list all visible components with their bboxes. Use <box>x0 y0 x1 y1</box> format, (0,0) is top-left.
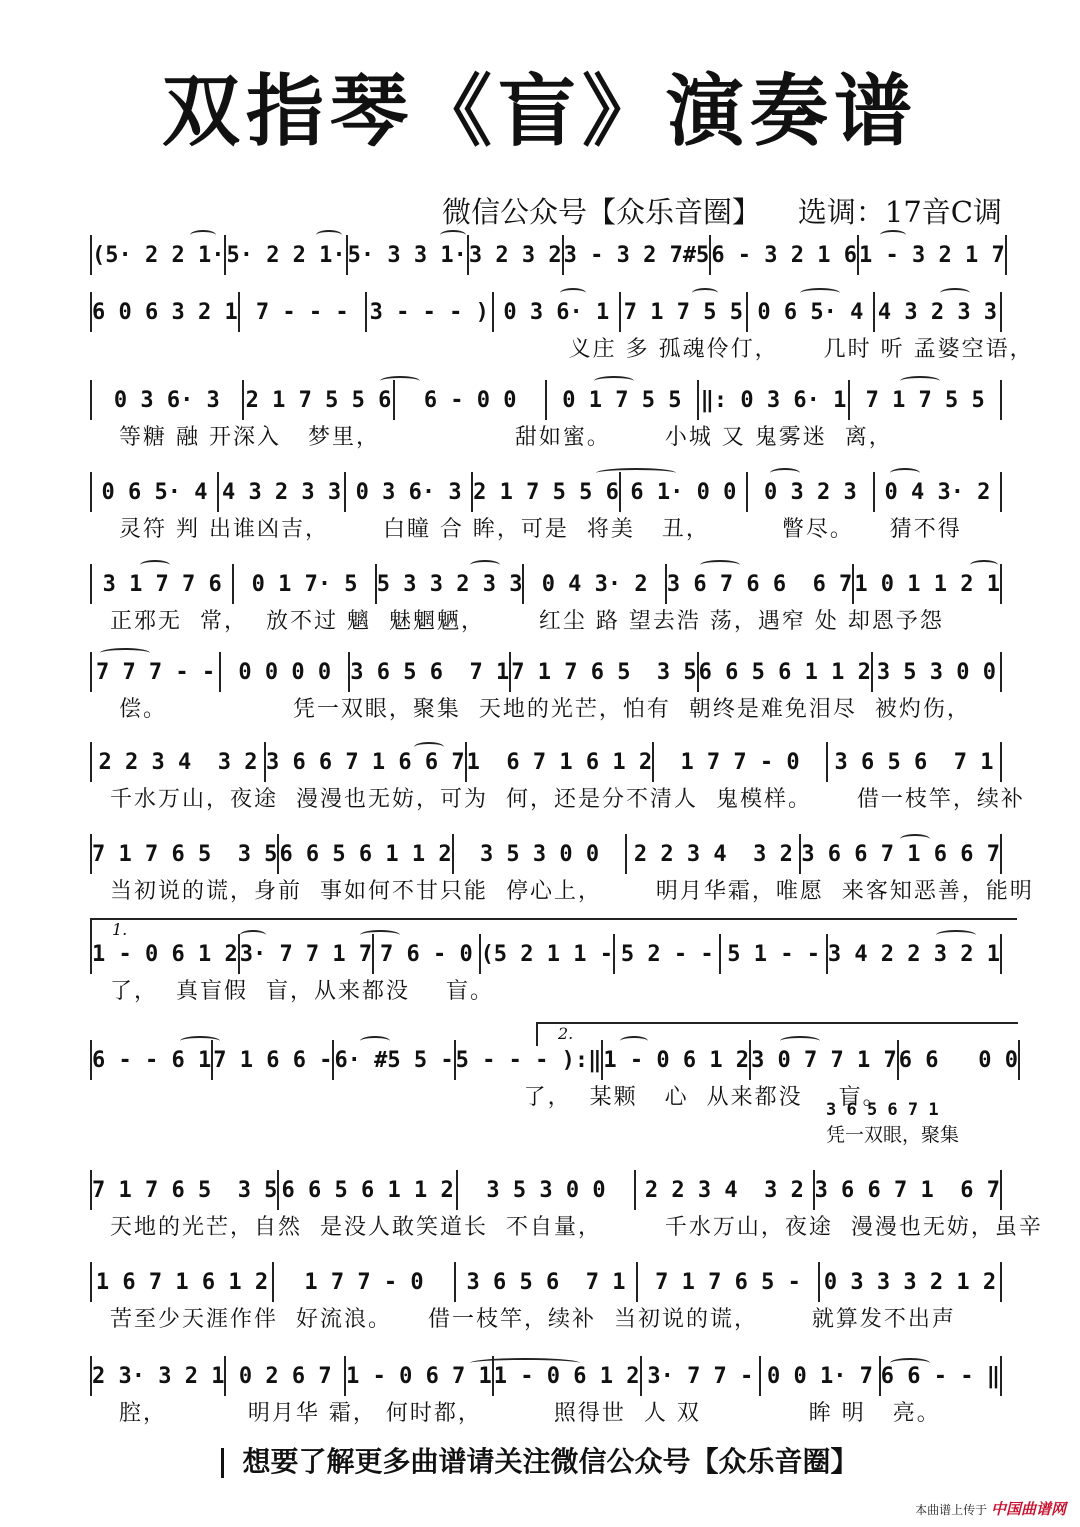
score-system <box>90 472 1002 548</box>
measure: 0 3 3 3 2 1 2 <box>820 1262 1002 1302</box>
volta-bracket: 1. <box>90 918 1017 942</box>
lyric-line: 灵符 判 出谁凶吉， 白瞳 合 眸，可是 将美 丑， 瞥尽。 猜不得 <box>110 517 962 542</box>
measure: 1 6 7 1 6 1 2 <box>467 742 654 782</box>
notes-row <box>90 1170 1002 1210</box>
lyric-line: 当初说的谎，身前 事如何不甘只能 停心上， 明月华霜，唯愿 来客知恶善，能明 <box>110 879 1034 904</box>
measure: 1 7 7 - 0 <box>274 1262 456 1302</box>
measure: 6· #5 5 - <box>334 1040 455 1080</box>
measure: (5· 2 2 1· <box>92 235 226 275</box>
measure: 1 6 7 1 6 1 2 <box>92 1262 274 1302</box>
slur-mark <box>800 288 840 298</box>
alternate-notes: 3 6 5 6 7 1 <box>826 1100 939 1120</box>
measure: 6 1· 0 0 <box>621 472 748 512</box>
measure: 0 3 6· 3 <box>92 380 244 420</box>
measure: 7 1 6 6 - <box>213 1040 334 1080</box>
slur-mark <box>880 230 906 240</box>
measure: 1 - 3 2 1 7 <box>859 235 1007 275</box>
slur-mark <box>900 376 940 386</box>
measure: 0 1 7 5 5 <box>547 380 699 420</box>
measure: 2 1 7 5 5 6 <box>473 472 621 512</box>
measure: 5· 2 2 1· <box>226 235 347 275</box>
measure: 2 2 3 4 3 2 <box>636 1170 814 1210</box>
measure: 1 - 0 6 7 1 <box>346 1356 494 1396</box>
score-system <box>90 834 1034 910</box>
slur-mark <box>940 288 970 298</box>
measure: 4 3 2 3 3 <box>219 472 346 512</box>
slur-mark <box>180 1036 220 1046</box>
measure: 0 0 1· 7 <box>761 1356 881 1396</box>
slur-mark <box>316 230 342 240</box>
score-system <box>90 1262 1002 1338</box>
measure: 5 3 3 2 3 3 <box>377 564 525 604</box>
slur-mark <box>692 288 718 298</box>
page-title: 双指琴《盲》演奏谱 <box>161 67 918 157</box>
measure: 3 0 7 7 1 7 <box>751 1040 899 1080</box>
lyric-line: 了， 某颗 心 从来都没 盲。 <box>110 1085 887 1110</box>
measure: 3 6 6 7 1 6 6 7 <box>801 834 1002 874</box>
slur-mark <box>890 1358 930 1368</box>
measure: 7 1 7 6 5 3 5 <box>92 834 279 874</box>
score-system <box>90 564 1002 640</box>
measure: 0 6 5· 4 <box>92 472 219 512</box>
measure: 7 1 7 5 5 <box>621 292 748 332</box>
notes-row <box>90 1262 1002 1302</box>
notes-row <box>90 742 1002 782</box>
measure: 2 2 3 4 3 2 <box>92 742 266 782</box>
measure: 7 1 7 6 5 3 5 <box>92 1170 279 1210</box>
slur-mark <box>380 376 420 386</box>
measure: 0 4 3· 2 <box>875 472 1002 512</box>
measure: 3 6 6 7 1 6 7 <box>815 1170 1002 1210</box>
measure: 0 3 2 3 <box>748 472 875 512</box>
lyric-line: 偿。 凭一双眼，聚集 天地的光芒，怕有 朝终是难免泪尽 被灼伤， <box>110 697 971 722</box>
measure: 3 - - - ) <box>367 292 494 332</box>
slur-mark <box>900 834 930 844</box>
measure: 1 7 7 - 0 <box>654 742 828 782</box>
measure: 5 2 - - <box>615 934 721 974</box>
subtitle: 微信公众号【众乐音圈】 选调：17音C调 <box>442 195 1002 229</box>
measure: 6 6 0 0 <box>899 1040 1020 1080</box>
slur-mark <box>414 742 444 752</box>
measure: 3 1 7 7 6 <box>92 564 234 604</box>
slur-mark <box>970 560 998 570</box>
slur-mark <box>700 560 740 570</box>
measure: 0 0 0 0 <box>221 652 350 692</box>
measure: ‖: 0 3 6· 1 <box>699 380 851 420</box>
measure: 1 0 1 1 2 1 <box>854 564 1002 604</box>
score-system <box>90 652 1002 728</box>
slur-mark <box>360 1036 390 1046</box>
measure: 2 3· 3 2 1 <box>92 1356 226 1396</box>
score-system <box>90 934 1002 1010</box>
lyric-line: 了， 真盲假 盲，从来都没 盲。 <box>110 979 494 1004</box>
lyric-line: 等糖 融 开深入 梦里， 甜如蜜。 小城 又 鬼雾迷 离， <box>110 425 893 450</box>
slur-mark <box>560 288 586 298</box>
lyric-line: 正邪无 常， 放不过 魑 魅魍魉， 红尘 路 望去浩 荡，遇窄 处 却恩予怨 <box>110 609 944 634</box>
slur-mark <box>470 560 500 570</box>
slur-mark <box>770 468 800 478</box>
notes-row <box>90 1040 1018 1080</box>
notes-row <box>90 834 1002 874</box>
measure: 0 3 6· 3 <box>346 472 473 512</box>
measure: 3 - 3 2 7#5 <box>564 235 712 275</box>
measure: 3 5 3 0 0 <box>873 652 1002 692</box>
measure: 1 - 0 6 1 2 <box>603 1040 751 1080</box>
measure: 7 1 7 6 5 3 5 <box>511 652 698 692</box>
measure: 3 6 5 6 7 1 <box>828 742 1002 782</box>
measure: 7 1 7 5 5 <box>850 380 1002 420</box>
measure: 6 6 5 6 1 1 2 <box>699 652 873 692</box>
credit <box>915 1498 1066 1519</box>
score-system <box>90 380 1002 456</box>
measure: 6 - - 6 1 <box>92 1040 213 1080</box>
slur-mark <box>890 468 920 478</box>
notes-row <box>90 652 1002 692</box>
slur-mark <box>100 648 150 658</box>
volta-bracket: 2. <box>536 1022 1018 1046</box>
measure: 3 4 2 2 3 2 1 <box>828 934 1002 974</box>
measure: 3 5 3 0 0 <box>454 834 628 874</box>
measure: 0 1 7· 5 <box>234 564 376 604</box>
measure: 3 6 5 6 7 1 <box>350 652 511 692</box>
slur-mark <box>780 1036 820 1046</box>
slur-mark <box>190 230 216 240</box>
slur-mark <box>594 376 634 386</box>
slur-mark <box>440 230 466 240</box>
alternate-ending <box>826 1100 996 1147</box>
measure: 5 - - - ):‖ <box>456 1040 604 1080</box>
measure: (5 2 1 1 - <box>481 934 615 974</box>
measure: 5· 3 3 1· <box>348 235 469 275</box>
slur-mark <box>140 560 170 570</box>
notes-row <box>90 472 1002 512</box>
measure: 3 6 6 7 1 6 6 7 <box>266 742 467 782</box>
measure: 7 - - - <box>240 292 367 332</box>
score-system <box>90 1170 1043 1246</box>
measure: 6 6 5 6 1 1 2 <box>279 1170 457 1210</box>
measure: 6 6 5 6 1 1 2 <box>279 834 453 874</box>
slur-mark <box>470 1358 580 1368</box>
slur-mark <box>620 1036 648 1046</box>
measure: 3 6 5 6 7 1 <box>456 1262 638 1302</box>
alternate-lyric: 凭一双眼，聚集 <box>826 1124 960 1146</box>
measure: 4 3 2 3 3 <box>875 292 1002 332</box>
slur-mark <box>596 468 676 478</box>
measure: 1 - 0 6 1 2 <box>92 934 240 974</box>
measure: 3· 7 7 1 7 <box>240 934 374 974</box>
measure: 7 6 - 0 <box>374 934 480 974</box>
measure: 2 2 3 4 3 2 <box>627 834 801 874</box>
measure: 7 1 7 6 5 - <box>638 1262 820 1302</box>
footer-note: 想要了解更多曲谱请关注微信公众号【众乐音圈】 <box>0 1440 1080 1480</box>
measure: 6 - 0 0 <box>395 380 547 420</box>
measure: 6 - 3 2 1 6 <box>711 235 859 275</box>
credit-site-logo: 中国曲谱网 <box>990 1500 1066 1518</box>
measure: 6 0 6 3 2 1 <box>92 292 240 332</box>
measure: 1 - 0 6 1 2 <box>494 1356 642 1396</box>
notes-row <box>90 235 1005 275</box>
lyric-line: 苦至少天涯作伴 好流浪。 借一枝竿，续补 当初说的谎， 就算发不出声 <box>110 1307 956 1332</box>
slur-mark <box>936 930 976 940</box>
measure: 3 2 3 2 <box>469 235 564 275</box>
score-system <box>90 292 1034 368</box>
lyric-line: 义庄 多 孤魂伶仃， 几时 听 孟婆空语， <box>110 337 1034 362</box>
measure: 3 5 3 0 0 <box>458 1170 636 1210</box>
measure: 0 4 3· 2 <box>524 564 666 604</box>
measure: 3· 7 7 - <box>642 1356 762 1396</box>
measure: 0 6 5· 4 <box>748 292 875 332</box>
lyric-line: 天地的光芒，自然 是没人敢笑道长 不自量， 千水万山，夜途 漫漫也无妨，虽辛 <box>110 1215 1043 1240</box>
slur-mark <box>240 930 266 940</box>
measure: 5 1 - - <box>721 934 827 974</box>
slur-mark <box>360 930 400 940</box>
measure: 7 7 7 - - <box>92 652 221 692</box>
notes-row <box>90 380 1002 420</box>
measure: 6 6 - - ‖ <box>881 1356 1002 1396</box>
credit-prefix: 本曲谱上传于 <box>915 1503 988 1517</box>
measure: 0 2 6 7 <box>226 1356 346 1396</box>
score-system <box>90 742 1025 818</box>
lyric-line: 腔， 明月华 霜， 何时都， 照得世 人 双 眸 明 亮。 <box>110 1401 941 1426</box>
notes-row <box>90 292 1002 332</box>
measure: 2 1 7 5 5 6 <box>244 380 396 420</box>
notes-row <box>90 564 1002 604</box>
measure: 3 6 7 6 6 6 7 <box>667 564 854 604</box>
measure: 0 3 6· 1 <box>494 292 621 332</box>
lyric-line: 千水万山，夜途 漫漫也无妨，可为 何，还是分不清人 鬼模样。 借一枝竿，续补 <box>110 787 1025 812</box>
